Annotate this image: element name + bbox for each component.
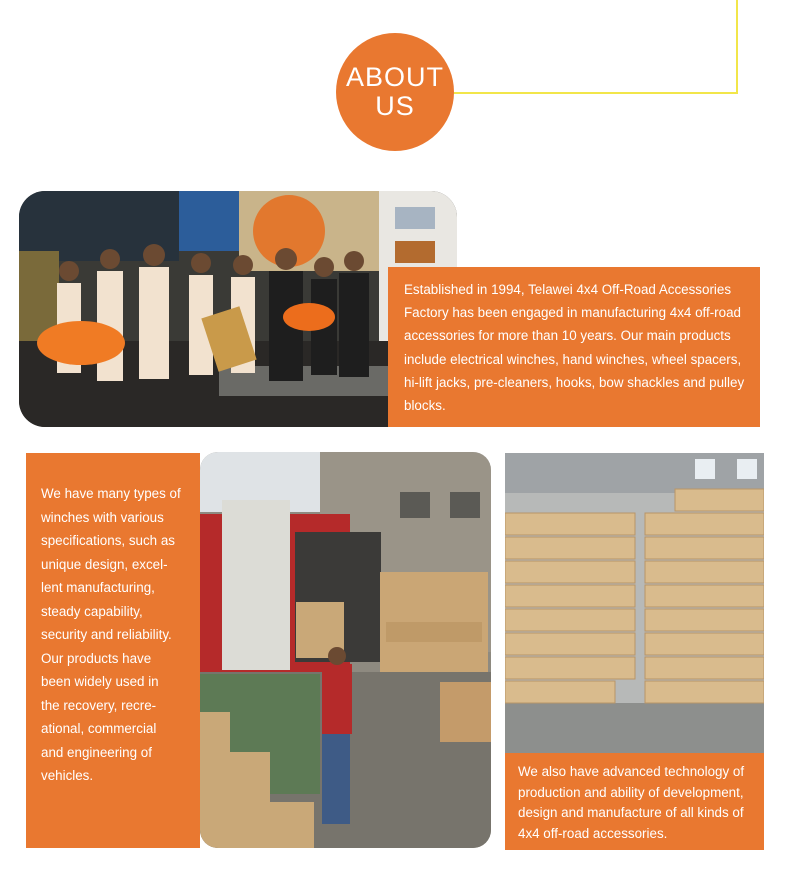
heading-line-1: ABOUT (345, 62, 444, 92)
intro-line: blocks. (404, 398, 446, 414)
winches-line: unique design, excel- (41, 556, 168, 572)
intro-line: hi-lift jacks, pre-cleaners, hooks, bow shackles and pulley (404, 374, 745, 390)
intro-line: include electrical winches, hand winches, wheel spacers, (404, 351, 742, 367)
technology-description-box (505, 753, 764, 850)
company-intro-box (388, 267, 760, 427)
technology-line: design and manufacture of all kinds of (518, 805, 744, 820)
intro-line: accessories for more than 10 years. Our main products (404, 328, 731, 344)
winches-line: vehicles. (41, 768, 94, 783)
technology-line: We also have advanced technology of (518, 764, 745, 779)
technology-line: production and ability of development, (518, 784, 744, 800)
intro-line: Established in 1994, Telawei 4x4 Off-Road Accessories (404, 282, 732, 297)
winches-line: and engineering of (41, 744, 152, 760)
decorative-line-vertical (736, 0, 738, 94)
winches-line: been widely used in (41, 674, 159, 689)
winches-line: security and reliability. (41, 627, 172, 642)
winches-line: the recovery, recre- (41, 697, 157, 713)
winches-line: We have many types of (41, 486, 181, 501)
winches-line: Our products have (41, 650, 152, 666)
warehouse-stock-photo (505, 453, 764, 753)
winches-line: winches with various (41, 509, 164, 525)
winches-line: specifications, such as (41, 533, 175, 548)
winches-line: lent manufacturing, (41, 580, 155, 595)
heading-line-2: US (375, 91, 415, 121)
winches-line: steady capability, (41, 603, 143, 619)
decorative-line-horizontal (452, 92, 738, 94)
about-us-heading (336, 33, 454, 151)
container-loading-photo (200, 452, 491, 848)
intro-line: Factory has been engaged in manufacturing 4x4 off-road (404, 305, 741, 321)
technology-line: 4x4 off-road accessories. (518, 825, 668, 841)
winches-line: ational, commercial (41, 721, 157, 736)
winches-description-box (26, 453, 200, 848)
